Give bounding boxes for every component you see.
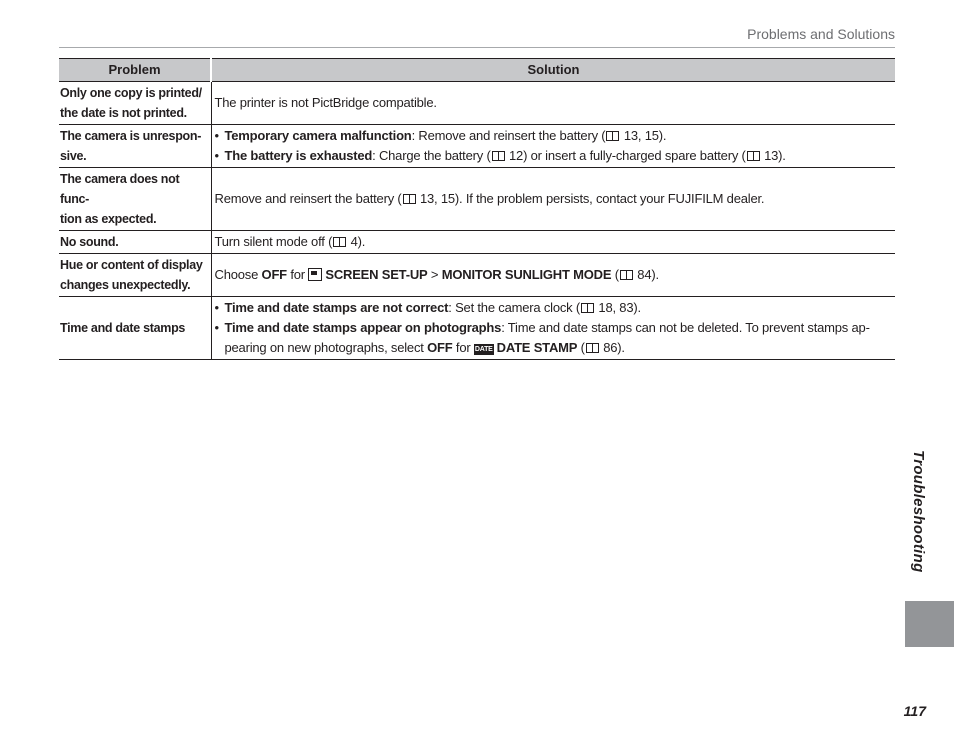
running-header: Problems and Solutions — [747, 26, 895, 42]
page-number: 117 — [903, 703, 926, 719]
screen-setup-menu-icon — [308, 268, 322, 281]
solution-cell: The printer is not PictBridge compatible. — [211, 82, 895, 125]
date-stamp-icon: DATE — [474, 346, 493, 353]
table-row — [59, 231, 895, 254]
list-item: • Time and date stamps are not correct: Set the camera clock ( 18, 83). — [215, 298, 894, 318]
solution-cell — [211, 297, 895, 360]
page-ref-icon — [586, 343, 599, 353]
bullet-icon: • — [214, 148, 219, 163]
bullet-icon: • — [214, 320, 219, 335]
problem-cell: The camera is unrespon- sive. — [59, 125, 211, 168]
header-rule — [59, 47, 895, 48]
page-ref-icon — [403, 194, 416, 204]
problems-solutions-table — [59, 58, 895, 360]
problem-cell: Time and date stamps — [59, 297, 211, 360]
header-problem: Problem — [59, 59, 211, 82]
problem-cell: No sound. — [59, 231, 211, 254]
bullet-icon: • — [214, 300, 219, 315]
bullet-icon: • — [214, 128, 219, 143]
page-ref-icon — [581, 303, 594, 313]
header-solution: Solution — [211, 59, 895, 82]
solution-cell: Turn silent mode off ( 4). — [211, 231, 895, 254]
page-ref-icon — [492, 151, 505, 161]
problem-cell: The camera does not func- tion as expected. — [59, 168, 211, 231]
solution-cell — [211, 125, 895, 168]
problem-cell: Hue or content of display changes unexpectedly. — [59, 254, 211, 297]
list-item: • The battery is exhausted: Charge the battery ( 12) or insert a fully-charged spare battery ( 13). — [215, 146, 894, 166]
page-ref-icon — [333, 237, 346, 247]
table-row — [59, 254, 895, 297]
table-row — [59, 82, 895, 125]
page-ref-icon — [620, 270, 633, 280]
table-row — [59, 168, 895, 231]
page-ref-icon — [747, 151, 760, 161]
table-row — [59, 297, 895, 360]
list-item: • Temporary camera malfunction: Remove and reinsert the battery ( 13, 15). — [215, 126, 894, 146]
solution-cell: Remove and reinsert the battery ( 13, 15). If the problem persists, contact your FUJIFILM dealer. — [211, 168, 895, 231]
table-row — [59, 125, 895, 168]
section-tab-marker — [905, 601, 954, 647]
problem-cell: Only one copy is printed/ the date is not printed. — [59, 82, 211, 125]
page-ref-icon — [606, 131, 619, 141]
table-header-row — [59, 59, 895, 82]
solution-cell: Choose OFF for SCREEN SET-UP > MONITOR SUNLIGHT MODE ( 84). — [211, 254, 895, 297]
section-side-label: Troubleshooting — [910, 450, 927, 573]
list-item: • Time and date stamps appear on photographs: Time and date stamps can not be deleted. To prevent stamps ap-pearing on new photographs, select OFF for DATE DATE STAMP ( 86). — [214, 320, 870, 355]
